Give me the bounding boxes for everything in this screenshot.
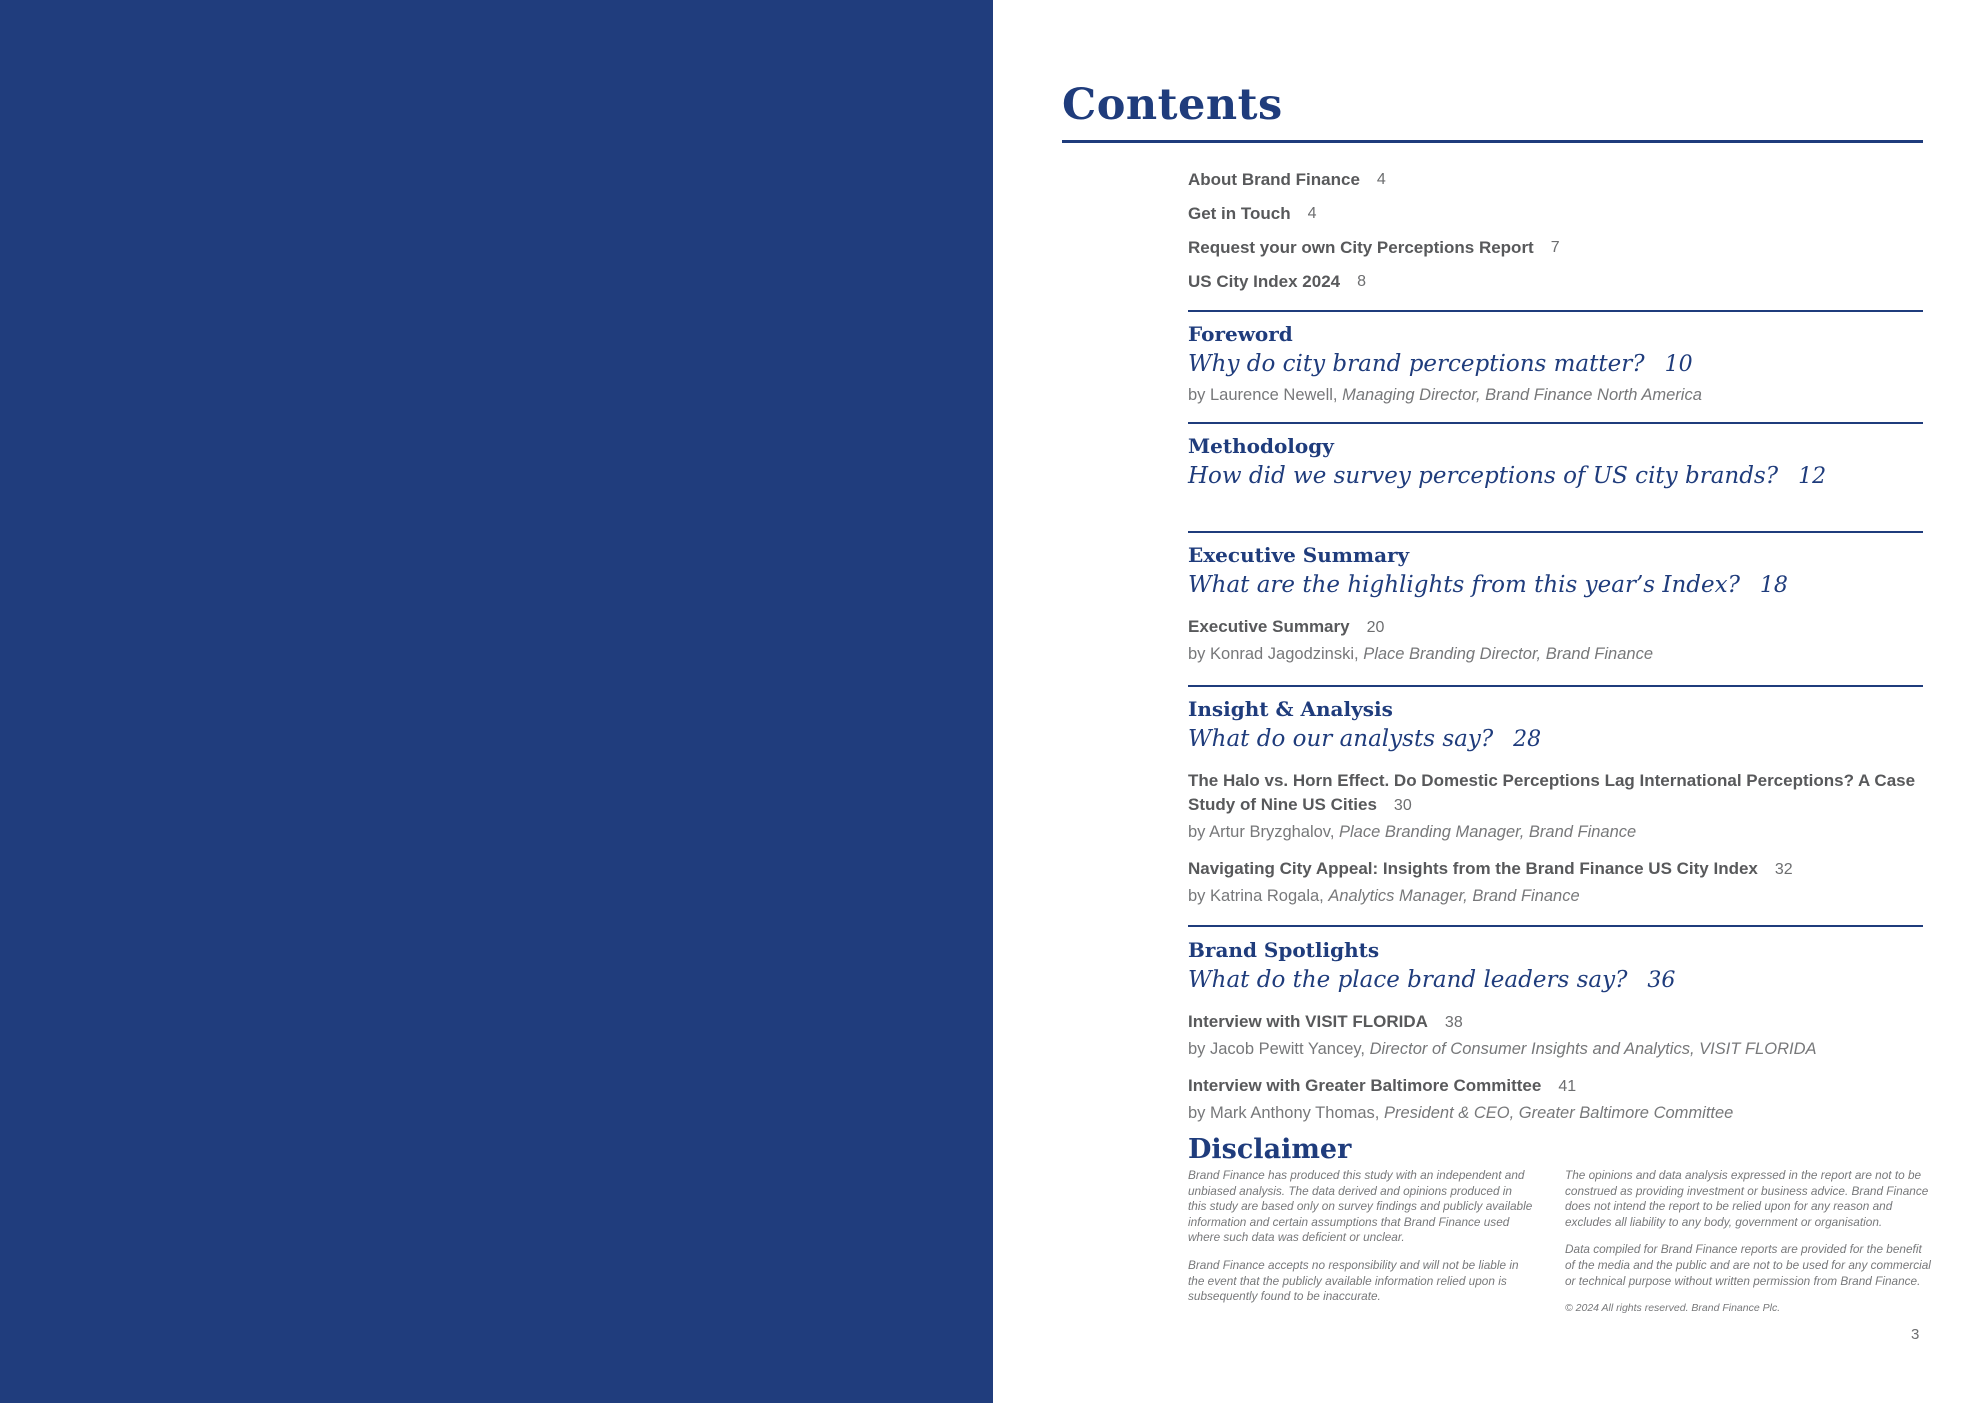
toc-entry-link[interactable]: [1188, 1074, 1928, 1099]
toc-entry-title: The Halo vs. Horn Effect. Do Domestic Perceptions Lag International Perceptions? A Case Study of Nine US Cities: [1188, 771, 1916, 814]
toc-entry: [1188, 769, 1928, 844]
section-question-page: 10: [1664, 352, 1693, 377]
section-question-page: 28: [1513, 727, 1542, 752]
section-divider: [1188, 685, 1923, 687]
section-question: How did we survey perceptions of US city brands?: [1188, 463, 1779, 489]
toc-item-label: US City Index 2024: [1188, 272, 1341, 291]
section-question: What do the place brand leaders say?: [1188, 967, 1628, 993]
section-divider: [1188, 310, 1923, 312]
toc-entry-page: 20: [1366, 619, 1385, 636]
toc-item-request-report[interactable]: [1188, 231, 1560, 265]
section-heading: Executive Summary: [1188, 543, 1410, 567]
section-entries: [1188, 615, 1928, 666]
byline-author: by Mark Anthony Thomas,: [1188, 1104, 1384, 1122]
toc-item-page: 4: [1376, 171, 1386, 188]
toc-item-page: 4: [1307, 205, 1317, 222]
toc-entry: [1188, 1074, 1928, 1125]
byline: [1188, 642, 1928, 666]
section-methodology: [1188, 434, 1928, 489]
disclaimer-heading: Disclaimer: [1188, 1134, 1352, 1165]
disclaimer-column-2: [1565, 1168, 1933, 1317]
byline: [1188, 1037, 1928, 1061]
disclaimer-paragraph: The opinions and data analysis expressed in the report are not to be construed as providing investment or business advice. Brand Finance does not intend the report to be relied upon for any reason and excludes all liability to any body, government or organisation.: [1565, 1168, 1929, 1229]
section-heading: Methodology: [1188, 434, 1334, 458]
section-question-link[interactable]: [1188, 967, 1928, 993]
byline: [1188, 820, 1928, 844]
toc-top-list: [1188, 163, 1560, 299]
byline-author: by Laurence Newell,: [1188, 386, 1343, 404]
byline-author: by Konrad Jagodzinski,: [1188, 645, 1364, 663]
byline-role: Place Branding Manager, Brand Finance: [1339, 823, 1637, 841]
toc-item-about[interactable]: [1188, 163, 1560, 197]
toc-entry-page: 30: [1393, 797, 1412, 814]
section-foreword: [1188, 322, 1928, 407]
byline-role: Managing Director, Brand Finance North America: [1342, 386, 1702, 404]
toc-entry-title: Interview with Greater Baltimore Committee: [1188, 1076, 1542, 1095]
copyright-notice: © 2024 All rights reserved. Brand Finance Plc.: [1565, 1302, 1781, 1315]
section-question-page: 12: [1798, 464, 1827, 489]
title-divider: [1062, 140, 1923, 143]
byline-role: President & CEO, Greater Baltimore Committee: [1383, 1104, 1734, 1122]
section-question: What do our analysts say?: [1188, 726, 1494, 752]
section-brand-spotlights: [1188, 938, 1928, 1125]
toc-item-page: 7: [1550, 239, 1560, 256]
section-question: What are the highlights from this year’s Index?: [1188, 572, 1740, 598]
toc-entry-page: 32: [1774, 861, 1793, 878]
section-question: Why do city brand perceptions matter?: [1188, 351, 1645, 377]
toc-item-page: 8: [1357, 273, 1367, 290]
byline-author: by Jacob Pewitt Yancey,: [1188, 1040, 1370, 1058]
section-question-link[interactable]: [1188, 463, 1928, 489]
section-divider: [1188, 422, 1923, 424]
section-executive-summary: [1188, 543, 1928, 666]
byline-author: by Artur Bryzghalov,: [1188, 823, 1340, 841]
page-number: 3: [1911, 1326, 1920, 1343]
disclaimer-paragraph: Brand Finance accepts no responsibility and will not be liable in the event that the publicly available information relied upon is subsequently found to be inaccurate.: [1188, 1257, 1519, 1304]
section-entries: [1188, 1010, 1928, 1125]
section-entries: [1188, 769, 1928, 908]
toc-item-get-in-touch[interactable]: [1188, 197, 1560, 231]
toc-entry-link[interactable]: [1188, 1010, 1928, 1035]
disclaimer-paragraph: Brand Finance has produced this study with an independent and unbiased analysis. The data derived and opinions produced in this study are based only on survey findings and publicly available information and certain assumptions that Brand Finance used where such data was deficient or unclear.: [1188, 1168, 1533, 1245]
section-divider: [1188, 531, 1923, 533]
section-question-link[interactable]: [1188, 351, 1928, 377]
byline: [1188, 1101, 1928, 1125]
byline-role: Analytics Manager, Brand Finance: [1328, 887, 1580, 905]
byline: [1188, 884, 1928, 908]
section-insight-analysis: [1188, 697, 1928, 908]
section-question-link[interactable]: [1188, 726, 1928, 752]
byline: [1188, 383, 1928, 407]
section-heading: Insight & Analysis: [1188, 697, 1393, 721]
toc-item-label: Get in Touch: [1188, 204, 1291, 223]
toc-entry-page: 38: [1444, 1014, 1463, 1031]
section-question-link[interactable]: [1188, 572, 1928, 598]
byline-role: Place Branding Director, Brand Finance: [1363, 645, 1654, 663]
toc-item-us-city-index[interactable]: [1188, 265, 1560, 299]
byline-author: by Katrina Rogala,: [1188, 887, 1329, 905]
section-question-page: 36: [1647, 968, 1676, 993]
toc-entry-link[interactable]: [1188, 615, 1928, 640]
toc-entry-title: Navigating City Appeal: Insights from the Brand Finance US City Index: [1188, 859, 1758, 878]
page-title: Contents: [1062, 80, 1283, 130]
section-heading: Foreword: [1188, 322, 1293, 346]
toc-entry-title: Executive Summary: [1188, 617, 1350, 636]
section-question-page: 18: [1759, 573, 1788, 598]
toc-item-label: Request your own City Perceptions Report: [1188, 238, 1534, 257]
toc-entry-link[interactable]: [1188, 769, 1928, 818]
toc-entry: [1188, 857, 1928, 908]
byline-role: Director of Consumer Insights and Analytics, VISIT FLORIDA: [1369, 1040, 1817, 1058]
toc-entry: [1188, 1010, 1928, 1061]
toc-entry-page: 41: [1558, 1078, 1577, 1095]
section-heading: Brand Spotlights: [1188, 938, 1380, 962]
disclaimer-column-1: [1188, 1168, 1533, 1305]
disclaimer-paragraph: Data compiled for Brand Finance reports are provided for the benefit of the media and the public and are not to be used for any commercial or technical purpose without written permission from Brand Finance.: [1565, 1242, 1931, 1288]
toc-item-label: About Brand Finance: [1188, 170, 1360, 189]
toc-entry-title: Interview with VISIT FLORIDA: [1188, 1012, 1428, 1031]
section-divider: [1188, 925, 1923, 927]
toc-entry-link[interactable]: [1188, 857, 1928, 882]
toc-entry: [1188, 615, 1928, 666]
